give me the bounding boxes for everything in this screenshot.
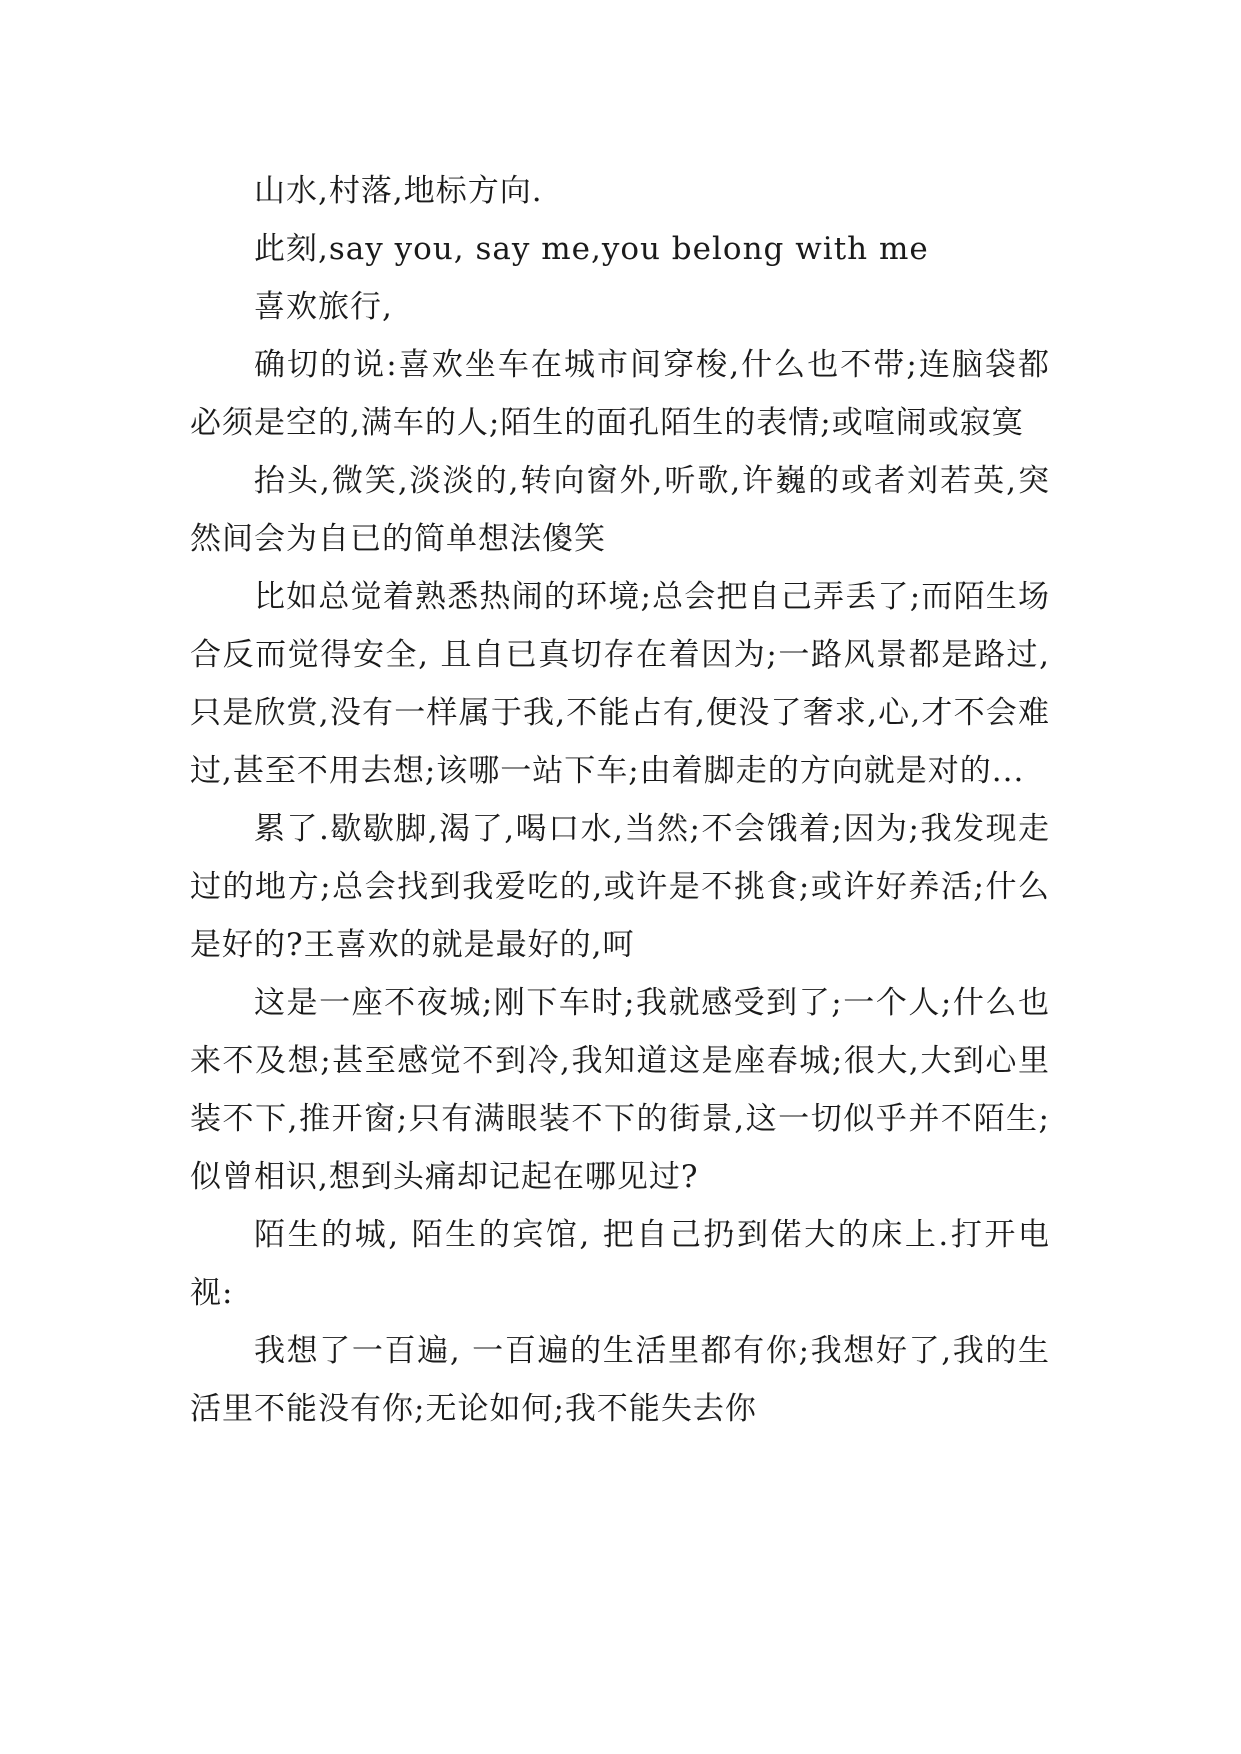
paragraph: 此刻,say you, say me,you belong with me (254, 231, 929, 267)
paragraph: 我想了一百遍, 一百遍的生活里都有你;我想好了,我的生活里不能没有你;无论如何;我不能失去你 (190, 1333, 1050, 1427)
paragraph: 喜欢旅行, (254, 289, 393, 325)
paragraph: 比如总觉着熟悉热闹的环境;总会把自己弄丢了;而陌生场合反而觉得安全, 且自已真切存在着因为;一路风景都是路过,只是欣赏,没有一样属于我,不能占有,便没了奢求,心,才不会难过,甚至不用去想;该哪一站下车;由着脚走的方向就是对的... (190, 579, 1050, 789)
paragraph: 累了.歇歇脚,渴了,喝口水,当然;不会饿着;因为;我发现走过的地方;总会找到我爱吃的,或许是不挑食;或许好养活;什么是好的?王喜欢的就是最好的,呵 (190, 811, 1050, 963)
paragraph: 山水,村落,地标方向. (254, 173, 543, 209)
paragraph: 确切的说:喜欢坐车在城市间穿梭,什么也不带;连脑袋都必须是空的,满车的人;陌生的面孔陌生的表情;或喧闹或寂寞 (190, 347, 1050, 441)
document-body (190, 162, 1050, 1438)
paragraph: 抬头,微笑,淡淡的,转向窗外,听歌,许巍的或者刘若英,突然间会为自已的简单想法傻笑 (190, 463, 1050, 557)
paragraph: 陌生的城, 陌生的宾馆, 把自己扔到偌大的床上.打开电视: (190, 1217, 1050, 1311)
paragraph: 这是一座不夜城;刚下车时;我就感受到了;一个人;什么也来不及想;甚至感觉不到冷,我知道这是座春城;很大,大到心里装不下,推开窗;只有满眼装不下的街景,这一切似乎并不陌生;似曾相识,想到头痛却记起在哪见过? (190, 985, 1050, 1195)
